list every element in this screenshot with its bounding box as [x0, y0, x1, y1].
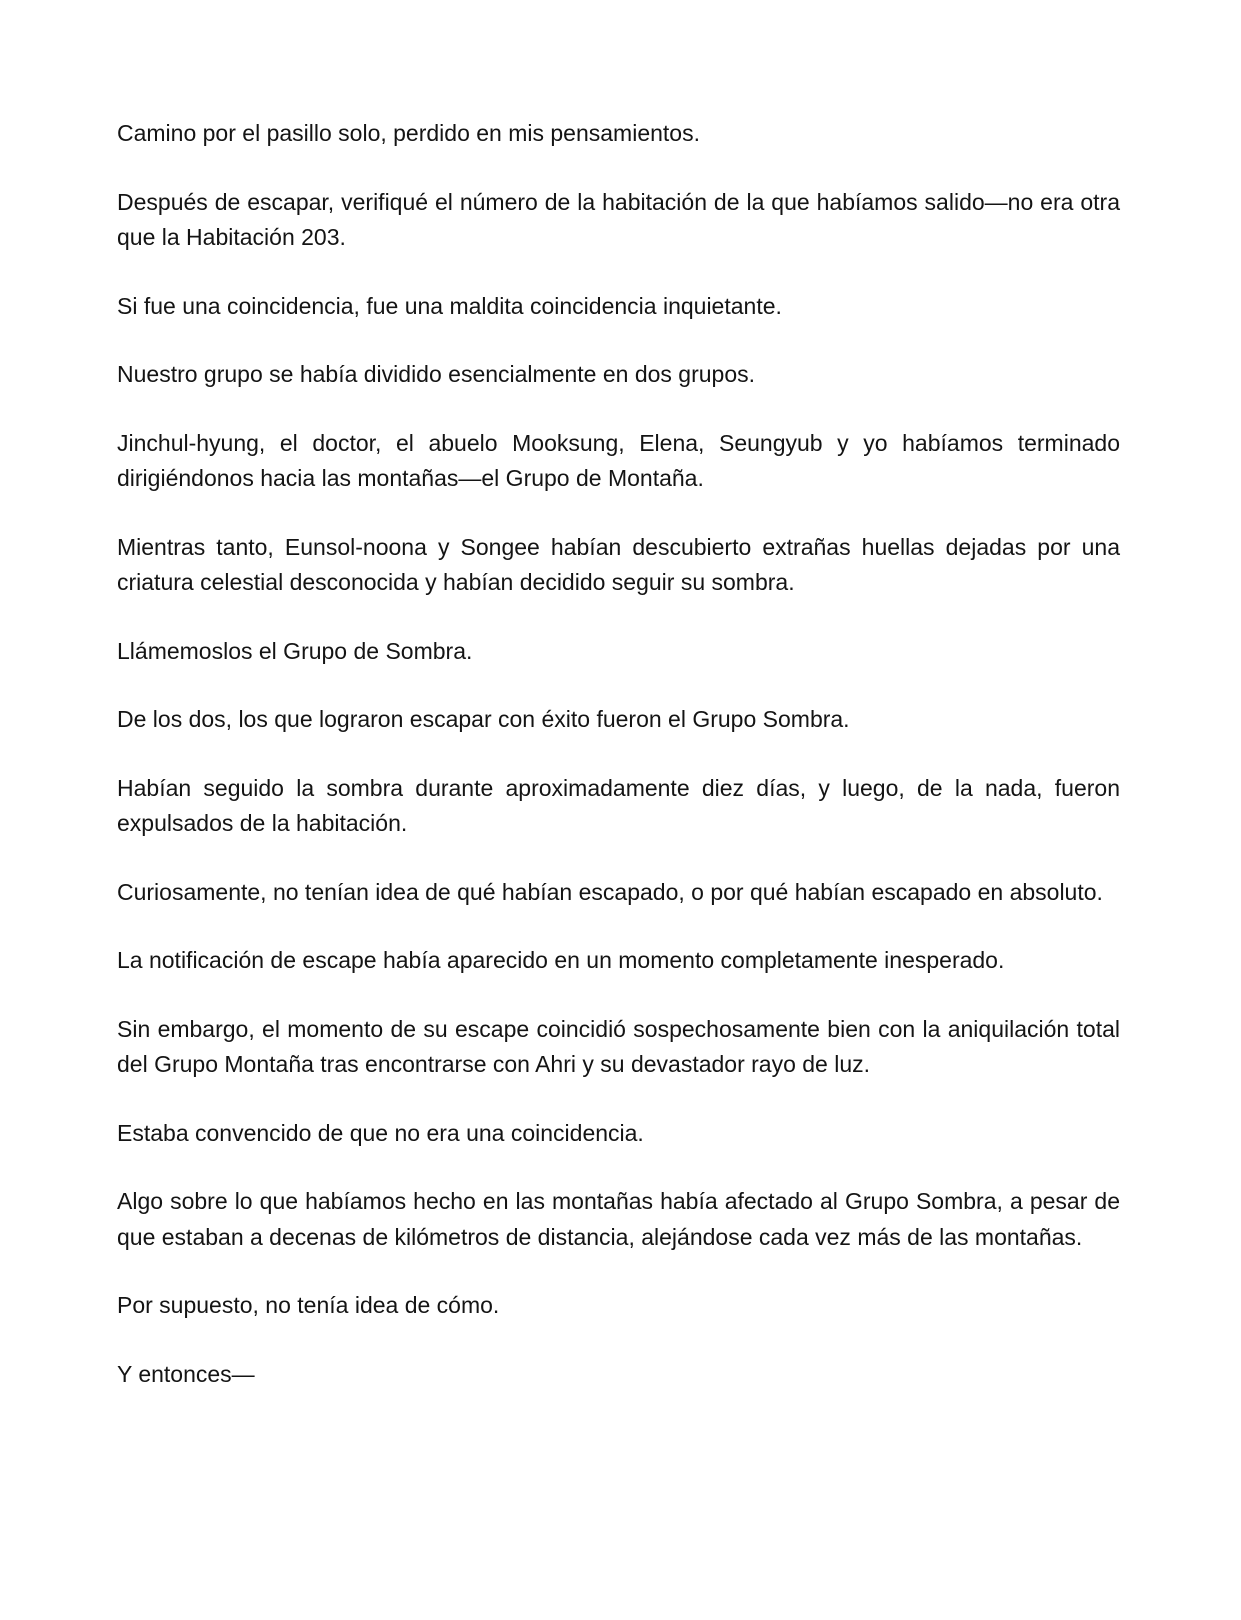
paragraph: Habían seguido la sombra durante aproximadamente diez días, y luego, de la nada, fueron expulsados de la habitación. [117, 774, 1120, 836]
paragraph: Sin embargo, el momento de su escape coincidió sospechosamente bien con la aniquilación total del Grupo Montaña tras encontrarse con Ahri y su devastador rayo de luz. [117, 1015, 1120, 1077]
paragraph: Y entonces— [117, 1360, 255, 1387]
paragraph: Algo sobre lo que habíamos hecho en las montañas había afectado al Grupo Sombra, a pesar de que estaban a decenas de kilómetros de distancia, alejándose cada vez más de las montañas. [117, 1188, 1120, 1250]
paragraph: Por supuesto, no tenía idea de cómo. [117, 1292, 500, 1318]
paragraph: Nuestro grupo se había dividido esencialmente en dos grupos. [117, 361, 756, 387]
paragraph: Si fue una coincidencia, fue una maldita coincidencia inquietante. [117, 292, 782, 319]
paragraph: De los dos, los que lograron escapar con éxito fueron el Grupo Sombra. [117, 706, 850, 732]
document-page [117, 116, 1120, 1392]
paragraph: Camino por el pasillo solo, perdido en mis pensamientos. [117, 120, 700, 146]
paragraph: Mientras tanto, Eunsol-noona y Songee habían descubierto extrañas huellas dejadas por una criatura celestial desconocida y habían decidido seguir su sombra. [117, 533, 1120, 595]
paragraph: Curiosamente, no tenían idea de qué habían escapado, o por qué habían escapado en absoluto. [117, 878, 1103, 905]
paragraph: La notificación de escape había aparecido en un momento completamente inesperado. [117, 947, 1005, 973]
paragraph: Después de escapar, verifiqué el número de la habitación de la que habíamos salido—no era otra que la Habitación 203. [117, 188, 1120, 250]
paragraph: Llámemoslos el Grupo de Sombra. [117, 637, 473, 664]
paragraph: Jinchul-hyung, el doctor, el abuelo Mooksung, Elena, Seungyub y yo habíamos terminado dirigiéndonos hacia las montañas—el Grupo de Montaña. [117, 429, 1120, 491]
paragraph: Estaba convencido de que no era una coincidencia. [117, 1119, 644, 1146]
